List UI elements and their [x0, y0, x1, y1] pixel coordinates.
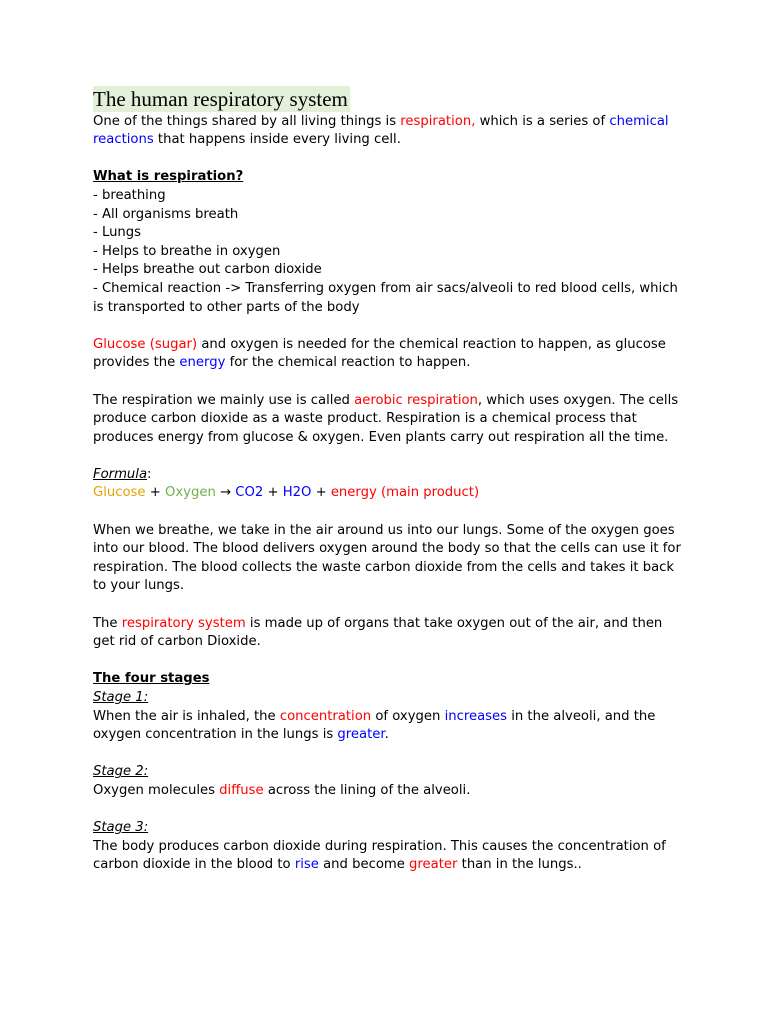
- list-item: - breathing: [93, 187, 166, 203]
- stage3-text: The body produces carbon dioxide during respiration. This causes the concentration of carbon dioxide in the blood to: [93, 838, 666, 873]
- stage1-text: of oxygen: [371, 708, 445, 724]
- list-item: - Chemical reaction -> Transferring oxygen from air sacs/alveoli to red blood cells, which is transported to other parts of the body: [93, 280, 678, 315]
- stage1-text: .: [384, 727, 389, 743]
- intro-text: that happens inside every living cell.: [153, 132, 401, 148]
- system-paragraph: [93, 615, 683, 652]
- intro-text: One of the things shared by all living things is: [93, 113, 401, 129]
- formula-equation: [93, 484, 683, 503]
- highlight-glucose: Glucose (sugar): [93, 336, 198, 352]
- highlight-greater: greater: [337, 727, 385, 743]
- formula-plus: +: [311, 485, 331, 501]
- glucose-text: and oxygen is needed for the chemical reaction to happen, as glucose provides the: [93, 336, 666, 371]
- glucose-paragraph: [93, 336, 683, 373]
- stage2-label: Stage 2:: [93, 764, 149, 780]
- list-item: - Helps to breathe in oxygen: [93, 243, 281, 259]
- system-text: is made up of organs that take oxygen out of the air, and then get rid of carbon Dioxide.: [93, 615, 663, 650]
- formula-label-line: [93, 466, 683, 485]
- formula-plus: +: [145, 485, 165, 501]
- stage1-text: in the alveoli, and the oxygen concentration in the lungs is: [93, 708, 656, 743]
- highlight-increases: increases: [444, 708, 508, 724]
- highlight-diffuse: diffuse: [219, 782, 264, 798]
- highlight-concentration: concentration: [279, 708, 372, 724]
- stage2-text: across the lining of the alveoli.: [263, 782, 471, 798]
- glucose-text: for the chemical reaction to happen.: [225, 355, 471, 371]
- formula-colon: :: [147, 466, 152, 482]
- intro-highlight-respiration: respiration,: [400, 113, 476, 129]
- intro-text: which is a series of: [475, 113, 610, 129]
- highlight-energy: energy: [179, 355, 226, 371]
- stage3-label: Stage 3:: [93, 820, 149, 836]
- formula-glucose: Glucose: [93, 485, 146, 501]
- document-body: [93, 86, 683, 875]
- highlight-greater: greater: [409, 857, 458, 873]
- stage3-text: and become: [318, 857, 410, 873]
- formula-h2o: H2O: [282, 485, 312, 501]
- list-item: - Lungs: [93, 225, 142, 241]
- formula-co2: CO2: [235, 485, 264, 501]
- intro-paragraph: [93, 113, 683, 150]
- formula-plus: +: [263, 485, 283, 501]
- stage2-text: Oxygen molecules: [93, 782, 220, 798]
- highlight-respiratory-system: respiratory system: [121, 615, 246, 631]
- formula-arrow: →: [215, 485, 236, 501]
- highlight-rise: rise: [294, 857, 319, 873]
- formula-energy: energy (main product): [330, 485, 480, 501]
- stage1-label: Stage 1:: [93, 690, 149, 705]
- stage1-paragraph: [93, 708, 683, 745]
- page-title: The human respiratory system: [93, 87, 348, 111]
- aerobic-text: , which uses oxygen. The cells produce carbon dioxide as a waste product. Respiration is a chemical process that produces energy from glucose & oxygen. Even plants carry out respiration all the time.: [93, 392, 679, 445]
- formula-oxygen: Oxygen: [164, 485, 216, 501]
- aerobic-text: The respiration we mainly use is called: [93, 392, 355, 408]
- list-item: - All organisms breath: [93, 206, 239, 222]
- breathe-paragraph: When we breathe, we take in the air around us into our lungs. Some of the oxygen goes into our blood. The blood delivers oxygen around the body so that the cells can use it for respiration. The blood collects the waste carbon dioxide from the cells and takes it back to your lungs.: [93, 522, 681, 594]
- stage2-paragraph: [93, 782, 683, 801]
- stage3-text: than in the lungs..: [457, 857, 582, 873]
- what-is-heading: What is respiration?: [93, 169, 244, 185]
- formula-label: Formula: [93, 466, 148, 482]
- stages-heading: The four stages: [93, 671, 210, 687]
- highlight-aerobic-respiration: aerobic respiration: [354, 392, 478, 408]
- stage1-text: When the air is inhaled, the: [93, 708, 280, 724]
- intro-highlight-chemical-reactions: chemical reactions: [93, 113, 669, 148]
- stage3-paragraph: [93, 838, 683, 875]
- aerobic-paragraph: [93, 392, 683, 448]
- system-text: The: [93, 615, 122, 631]
- list-item: - Helps breathe out carbon dioxide: [93, 262, 322, 278]
